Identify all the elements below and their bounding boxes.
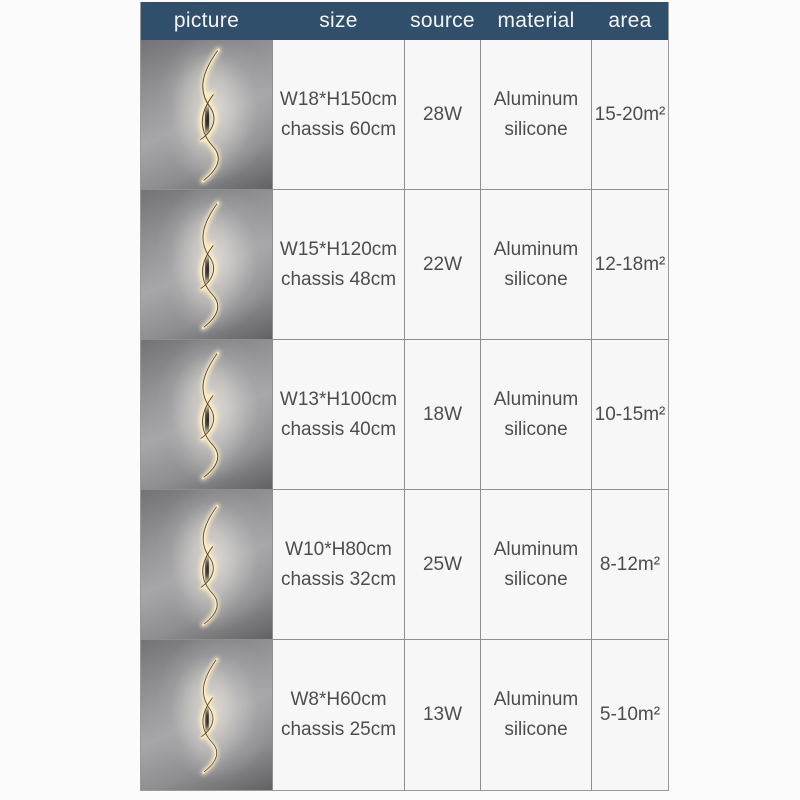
size-dimensions: W13*H100cm bbox=[279, 388, 398, 410]
size-cell bbox=[273, 490, 405, 640]
material-line1: Aluminum bbox=[493, 689, 579, 710]
material-line1: Aluminum bbox=[493, 388, 579, 410]
size-chassis: chassis 25cm bbox=[280, 719, 397, 740]
area-cell bbox=[592, 40, 668, 190]
material-cell bbox=[481, 40, 592, 190]
table-header-row bbox=[141, 2, 668, 40]
area-cell bbox=[592, 640, 668, 790]
table-row bbox=[141, 640, 668, 790]
size-cell bbox=[273, 640, 405, 790]
lamp-picture bbox=[141, 640, 273, 790]
wall-lamp-image bbox=[141, 190, 273, 339]
material-line2: silicone bbox=[504, 418, 568, 440]
source-cell bbox=[405, 640, 481, 790]
material-line2: silicone bbox=[504, 268, 568, 290]
lamp-picture bbox=[141, 40, 273, 190]
material-cell bbox=[481, 490, 592, 640]
size-dimensions: W8*H60cm bbox=[290, 689, 387, 710]
source-cell bbox=[405, 490, 481, 640]
material-line2: silicone bbox=[504, 118, 568, 140]
area-cell bbox=[592, 490, 668, 640]
material-cell bbox=[481, 340, 592, 490]
wattage: 25W bbox=[422, 553, 463, 575]
product-spec-table bbox=[140, 2, 669, 791]
size-chassis: chassis 40cm bbox=[280, 418, 397, 440]
material-cell bbox=[481, 640, 592, 790]
area-cell bbox=[592, 340, 668, 490]
size-chassis: chassis 60cm bbox=[280, 118, 397, 140]
source-cell bbox=[405, 190, 481, 340]
table-row bbox=[141, 40, 668, 190]
area-value: 5-10m² bbox=[599, 704, 661, 725]
wall-lamp-image bbox=[141, 40, 273, 190]
table-row bbox=[141, 490, 668, 640]
wattage: 13W bbox=[422, 704, 463, 725]
size-dimensions: W18*H150cm bbox=[279, 88, 398, 110]
material-line1: Aluminum bbox=[493, 88, 579, 110]
header-area: area bbox=[608, 9, 652, 32]
size-dimensions: W10*H80cm bbox=[285, 538, 392, 560]
header-source: source bbox=[405, 2, 481, 40]
lamp-picture bbox=[141, 340, 273, 490]
source-cell bbox=[405, 340, 481, 490]
lamp-picture bbox=[141, 490, 273, 640]
header-picture: picture bbox=[141, 2, 273, 40]
wall-lamp-image bbox=[147, 648, 266, 783]
material-cell bbox=[481, 190, 592, 340]
header-material: material bbox=[481, 2, 592, 40]
area-value: 15-20m² bbox=[594, 103, 666, 125]
wall-lamp-image bbox=[144, 494, 269, 636]
header-size: size bbox=[273, 2, 405, 40]
material-line1: Aluminum bbox=[493, 538, 579, 560]
material-line2: silicone bbox=[504, 568, 568, 590]
area-value: 8-12m² bbox=[599, 553, 661, 575]
area-value: 12-18m² bbox=[594, 253, 666, 275]
size-dimensions: W15*H120cm bbox=[279, 238, 398, 260]
material-line1: Aluminum bbox=[493, 238, 579, 260]
size-chassis: chassis 32cm bbox=[280, 568, 397, 590]
area-value: 10-15m² bbox=[594, 403, 666, 425]
size-cell bbox=[273, 190, 405, 340]
lamp-picture bbox=[141, 190, 273, 340]
wattage: 22W bbox=[422, 253, 463, 275]
size-cell bbox=[273, 340, 405, 490]
material-line2: silicone bbox=[504, 719, 568, 740]
wall-lamp-image bbox=[141, 340, 273, 489]
size-cell bbox=[273, 40, 405, 190]
source-cell bbox=[405, 40, 481, 190]
table-row bbox=[141, 340, 668, 490]
table-row bbox=[141, 190, 668, 340]
wattage: 28W bbox=[422, 103, 463, 125]
size-chassis: chassis 48cm bbox=[280, 268, 397, 290]
area-cell bbox=[592, 190, 668, 340]
wattage: 18W bbox=[422, 403, 463, 425]
